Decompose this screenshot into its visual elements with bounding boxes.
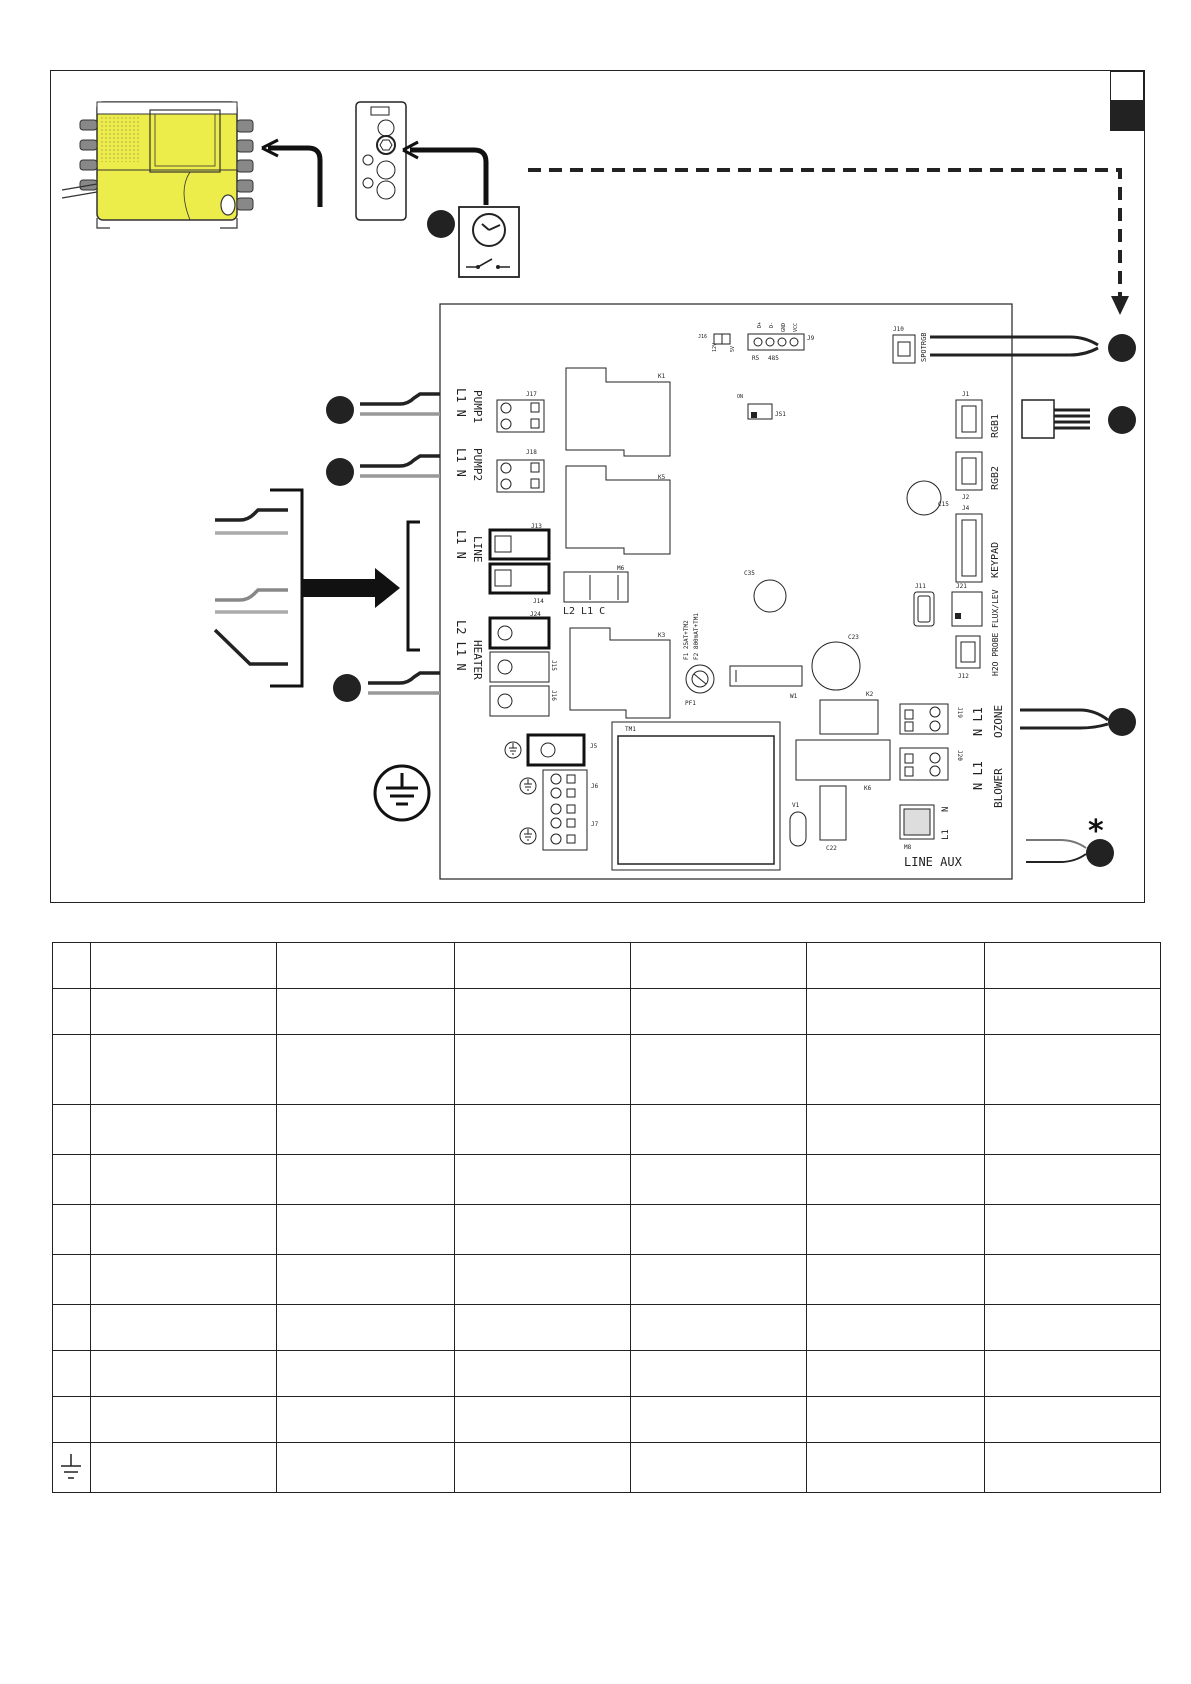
table-cell bbox=[277, 943, 455, 989]
table-cell bbox=[985, 1205, 1161, 1255]
callout-rgb bbox=[1108, 406, 1136, 434]
table-cell bbox=[53, 1155, 91, 1205]
label-aux-n: N bbox=[941, 806, 951, 812]
table-cell bbox=[91, 943, 277, 989]
label-spotrgb: SPOTRGB bbox=[920, 332, 928, 362]
table-cell bbox=[631, 1397, 807, 1443]
spa-unit-illustration bbox=[62, 102, 253, 228]
callout-heater bbox=[333, 674, 361, 702]
label-j7: J7 bbox=[591, 821, 599, 828]
label-heater: HEATER bbox=[471, 640, 484, 680]
label-rgb1: RGB1 bbox=[990, 413, 1001, 438]
wire-heater bbox=[368, 673, 440, 693]
label-vcc: VCC bbox=[793, 322, 799, 332]
table-cell bbox=[53, 1035, 91, 1105]
label-r5: R5 bbox=[752, 355, 760, 362]
label-d-minus: D- bbox=[769, 321, 775, 328]
table-cell bbox=[807, 1397, 985, 1443]
table-cell bbox=[277, 1105, 455, 1155]
table-cell bbox=[807, 1205, 985, 1255]
label-pump1: PUMP1 bbox=[471, 390, 484, 424]
label-pump2: PUMP2 bbox=[471, 448, 484, 482]
ground-symbol-icon bbox=[375, 766, 429, 820]
label-j5: J5 bbox=[590, 743, 598, 750]
table-cell bbox=[455, 1035, 631, 1105]
table-row bbox=[53, 1035, 1161, 1105]
wire-pump1 bbox=[360, 394, 440, 414]
table-cell bbox=[277, 1351, 455, 1397]
label-j12: J12 bbox=[958, 673, 969, 680]
table-cell bbox=[807, 1035, 985, 1105]
table-row bbox=[53, 1305, 1161, 1351]
wire-pump2 bbox=[360, 456, 440, 476]
spa-cable-arrow bbox=[262, 140, 320, 207]
table-cell bbox=[631, 1255, 807, 1305]
wiring-table-body bbox=[53, 943, 1161, 1493]
label-f2: F2 800mAT+TM1 bbox=[693, 613, 700, 660]
supply-wires bbox=[215, 490, 420, 686]
table-cell bbox=[455, 1351, 631, 1397]
table-cell bbox=[455, 1205, 631, 1255]
table-cell bbox=[91, 1443, 277, 1493]
table-cell bbox=[53, 989, 91, 1035]
callout-pump1 bbox=[326, 396, 354, 424]
label-j11: J11 bbox=[915, 583, 926, 590]
table-cell bbox=[277, 1305, 455, 1351]
label-pf1: PF1 bbox=[685, 700, 696, 707]
label-j21: J21 bbox=[956, 583, 967, 590]
table-cell bbox=[53, 1205, 91, 1255]
label-pump2-pins: L1 N bbox=[454, 448, 468, 477]
label-aux-l1: L1 bbox=[941, 829, 951, 840]
table-row bbox=[53, 1205, 1161, 1255]
table-row bbox=[53, 943, 1161, 989]
label-j1: J1 bbox=[962, 391, 970, 398]
label-blower: BLOWER bbox=[992, 768, 1005, 808]
table-cell bbox=[807, 1305, 985, 1351]
table-cell bbox=[631, 1035, 807, 1105]
label-c22: C22 bbox=[826, 845, 837, 852]
label-k5: K5 bbox=[658, 474, 666, 481]
label-flux-lev: FLUX/LEV bbox=[991, 589, 1000, 628]
table-cell bbox=[53, 1443, 91, 1493]
table-cell bbox=[807, 989, 985, 1035]
table-cell bbox=[91, 1035, 277, 1105]
timer-switch-icon bbox=[459, 207, 519, 277]
label-j18: J18 bbox=[526, 449, 537, 456]
table-row bbox=[53, 1155, 1161, 1205]
table-cell bbox=[455, 1443, 631, 1493]
label-keypad: KEYPAD bbox=[990, 541, 1001, 578]
label-ozone-pins: N L1 bbox=[971, 707, 985, 736]
callout-ozone bbox=[1108, 708, 1136, 736]
label-blower-pins: N L1 bbox=[971, 761, 985, 790]
label-j16-heater: J16 bbox=[550, 690, 557, 701]
label-line-aux: LINE AUX bbox=[904, 855, 962, 869]
rgb-connector-wiring bbox=[1022, 400, 1090, 438]
table-cell bbox=[455, 1255, 631, 1305]
table-cell bbox=[91, 989, 277, 1035]
label-j19: J19 bbox=[956, 707, 963, 718]
table-cell bbox=[91, 1255, 277, 1305]
label-j20: J20 bbox=[956, 750, 963, 761]
table-cell bbox=[631, 943, 807, 989]
table-cell bbox=[277, 1155, 455, 1205]
asterisk-note: * bbox=[1088, 814, 1104, 849]
table-cell bbox=[985, 1443, 1161, 1493]
label-k3: K3 bbox=[658, 632, 666, 639]
wiring-table bbox=[52, 942, 1161, 1493]
label-c35: C35 bbox=[744, 570, 755, 577]
label-j10: J10 bbox=[893, 326, 904, 333]
table-cell bbox=[91, 1397, 277, 1443]
label-j2: J2 bbox=[962, 494, 970, 501]
gland-plate bbox=[356, 102, 406, 220]
label-pump1-pins: L1 N bbox=[454, 388, 468, 417]
table-cell bbox=[277, 1443, 455, 1493]
table-row bbox=[53, 989, 1161, 1035]
table-row bbox=[53, 1105, 1161, 1155]
label-h2o-probe: H2O PROBE bbox=[991, 632, 1000, 676]
table-cell bbox=[985, 1351, 1161, 1397]
label-k2: K2 bbox=[866, 691, 874, 698]
label-v1: V1 bbox=[792, 802, 800, 809]
table-cell bbox=[455, 1105, 631, 1155]
label-j16-top: J16 bbox=[698, 334, 708, 340]
table-cell bbox=[277, 1035, 455, 1105]
label-gnd: GND bbox=[781, 322, 787, 332]
label-k6: K6 bbox=[864, 785, 872, 792]
callout-timer bbox=[427, 210, 455, 238]
table-cell bbox=[631, 1351, 807, 1397]
table-cell bbox=[807, 1351, 985, 1397]
table-cell bbox=[53, 943, 91, 989]
table-row bbox=[53, 1443, 1161, 1493]
label-on: ON bbox=[737, 394, 744, 400]
table-cell bbox=[91, 1105, 277, 1155]
dashed-link bbox=[528, 170, 1129, 315]
table-cell bbox=[985, 989, 1161, 1035]
label-c23: C23 bbox=[848, 634, 859, 641]
label-w1: W1 bbox=[790, 693, 798, 700]
label-j4: J4 bbox=[962, 505, 970, 512]
table-cell bbox=[985, 1105, 1161, 1155]
label-c15: C15 bbox=[938, 501, 949, 508]
wire-line-aux bbox=[1026, 840, 1086, 862]
label-tm1: TM1 bbox=[625, 726, 636, 733]
table-cell bbox=[53, 1105, 91, 1155]
callout-pump2 bbox=[326, 458, 354, 486]
label-j15: J15 bbox=[550, 660, 557, 671]
table-cell bbox=[277, 1397, 455, 1443]
table-cell bbox=[631, 1305, 807, 1351]
label-line: LINE bbox=[471, 536, 484, 563]
label-d-plus: D+ bbox=[757, 321, 763, 328]
label-j24: J24 bbox=[530, 611, 541, 618]
table-cell bbox=[807, 1255, 985, 1305]
table-cell bbox=[91, 1205, 277, 1255]
table-cell bbox=[985, 1155, 1161, 1205]
table-cell bbox=[277, 1205, 455, 1255]
table-cell bbox=[631, 989, 807, 1035]
table-cell bbox=[53, 1305, 91, 1351]
table-cell bbox=[807, 1155, 985, 1205]
table-cell bbox=[53, 1255, 91, 1305]
table-cell bbox=[985, 1035, 1161, 1105]
label-line-pins: L1 N bbox=[454, 530, 468, 559]
table-cell bbox=[277, 989, 455, 1035]
table-cell bbox=[91, 1305, 277, 1351]
transformer-tm1 bbox=[612, 722, 780, 870]
table-cell bbox=[53, 1351, 91, 1397]
label-j17: J17 bbox=[526, 391, 537, 398]
table-cell bbox=[985, 943, 1161, 989]
label-m6-pins: L2 L1 C bbox=[563, 606, 606, 617]
table-row bbox=[53, 1351, 1161, 1397]
table-row bbox=[53, 1255, 1161, 1305]
table-cell bbox=[91, 1351, 277, 1397]
label-heater-pins: L2 L1 N bbox=[454, 620, 468, 671]
table-cell bbox=[455, 943, 631, 989]
label-j13: J13 bbox=[531, 523, 542, 530]
table-cell bbox=[455, 1155, 631, 1205]
callout-spotrgb bbox=[1108, 334, 1136, 362]
table-cell bbox=[455, 1397, 631, 1443]
label-j9: J9 bbox=[807, 335, 815, 342]
table-cell bbox=[631, 1155, 807, 1205]
label-485: 485 bbox=[768, 355, 779, 362]
label-12v: 12V bbox=[712, 342, 718, 352]
timer-cable-arrow bbox=[403, 142, 486, 205]
table-cell bbox=[985, 1255, 1161, 1305]
label-js1: JS1 bbox=[775, 411, 786, 418]
table-cell bbox=[455, 989, 631, 1035]
label-j14: J14 bbox=[533, 598, 544, 605]
table-cell bbox=[985, 1305, 1161, 1351]
table-cell bbox=[631, 1443, 807, 1493]
table-cell bbox=[455, 1305, 631, 1351]
label-m6: M6 bbox=[617, 565, 625, 572]
label-k1: K1 bbox=[658, 373, 666, 380]
table-cell bbox=[985, 1397, 1161, 1443]
table-cell bbox=[631, 1105, 807, 1155]
label-f1: F1 25AT+TM2 bbox=[683, 620, 690, 660]
label-ozone: OZONE bbox=[992, 704, 1005, 738]
table-cell bbox=[807, 1105, 985, 1155]
table-row bbox=[53, 1397, 1161, 1443]
wire-ozone bbox=[1020, 710, 1108, 728]
ground-icon bbox=[53, 1446, 89, 1486]
table-cell bbox=[91, 1155, 277, 1205]
label-j6: J6 bbox=[591, 783, 599, 790]
label-rgb2: RGB2 bbox=[990, 465, 1001, 490]
table-cell bbox=[277, 1255, 455, 1305]
table-cell bbox=[53, 1397, 91, 1443]
table-cell bbox=[631, 1205, 807, 1255]
label-m8: M8 bbox=[904, 844, 912, 851]
table-cell bbox=[807, 943, 985, 989]
relay-k3 bbox=[570, 628, 670, 718]
label-5v: 5V bbox=[730, 345, 736, 352]
table-cell bbox=[807, 1443, 985, 1493]
